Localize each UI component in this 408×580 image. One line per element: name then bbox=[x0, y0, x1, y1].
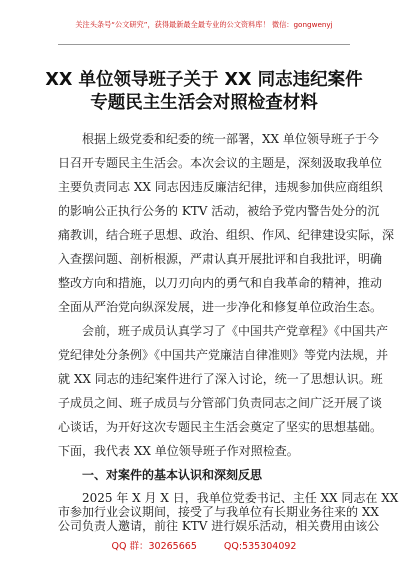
section-heading: 一、对案件的基本认识和深刻反思 bbox=[82, 468, 263, 482]
body-line: 全面从严治党向纵深发展，进一步净化和修复单位政治生态。 bbox=[58, 300, 383, 314]
body-line: 日召开专题民主生活会。本次会议的主题是，深刻汲取我单位 bbox=[58, 156, 383, 170]
body-line: 2025 年 X 月 X 日，我单位党委书记、主任 XX 同志在 XX bbox=[82, 491, 399, 505]
header-divider bbox=[58, 44, 350, 45]
body-line: 公司负责人邀请，前往 KTV 进行娱乐活动，相关费用由该公 bbox=[58, 519, 380, 533]
body-line: 党纪律处分条例》《中国共产党廉洁自律准则》等党内法规，并 bbox=[58, 348, 389, 362]
header-banner: 关注头条号“公文研究”，获得最新最全最专业的公文资料库！ 微信：gongwenyj bbox=[75, 20, 333, 29]
body-line: 入查摆问题、剖析根源，严肃认真开展批评和自我批评，明确 bbox=[58, 252, 383, 266]
footer-contact bbox=[0, 538, 408, 552]
body-line: 子成员之间、班子成员与分管部门负责同志之间广泛开展了谈 bbox=[58, 396, 383, 410]
document-title-line-2: 专题民主生活会对照检查材料 bbox=[90, 93, 318, 113]
body-line: 就 XX 同志的违纪案件进行了深入讨论，统一了思想认识。班 bbox=[58, 372, 383, 386]
body-line: 会前，班子成员认真学习了《中国共产党章程》《中国共产 bbox=[82, 324, 389, 338]
body-line: 根据上级党委和纪委的统一部署，XX 单位领导班子于今 bbox=[82, 132, 379, 146]
body-line: 的影响公正执行公务的 KTV 活动，被给予党内警告处分的沉 bbox=[58, 204, 380, 218]
body-line: 痛教训，结合班子思想、政治、组织、作风、纪律建设实际，深 bbox=[58, 228, 395, 242]
body-line: 主要负责同志 XX 同志因违反廉洁纪律，违规参加供应商组织 bbox=[58, 180, 383, 194]
footer-qq: QQ:535304092 bbox=[223, 541, 297, 552]
body-line: 整改方向和措施，以刀刃向内的勇气和自我革命的精神，推动 bbox=[58, 276, 383, 290]
body-line: 心谈话，为开好这次专题民主生活会奠定了坚实的思想基础。 bbox=[58, 420, 383, 434]
body-line: 下面，我代表 XX 单位领导班子作对照检查。 bbox=[58, 444, 299, 458]
body-line: 市参加行业会议期间，接受了与我单位有长期业务往来的 XX bbox=[58, 505, 379, 519]
document-title-line-1: XX 单位领导班子关于 XX 同志违纪案件 bbox=[45, 70, 363, 90]
footer-qq-group: QQ 群：30265665 bbox=[111, 541, 197, 552]
